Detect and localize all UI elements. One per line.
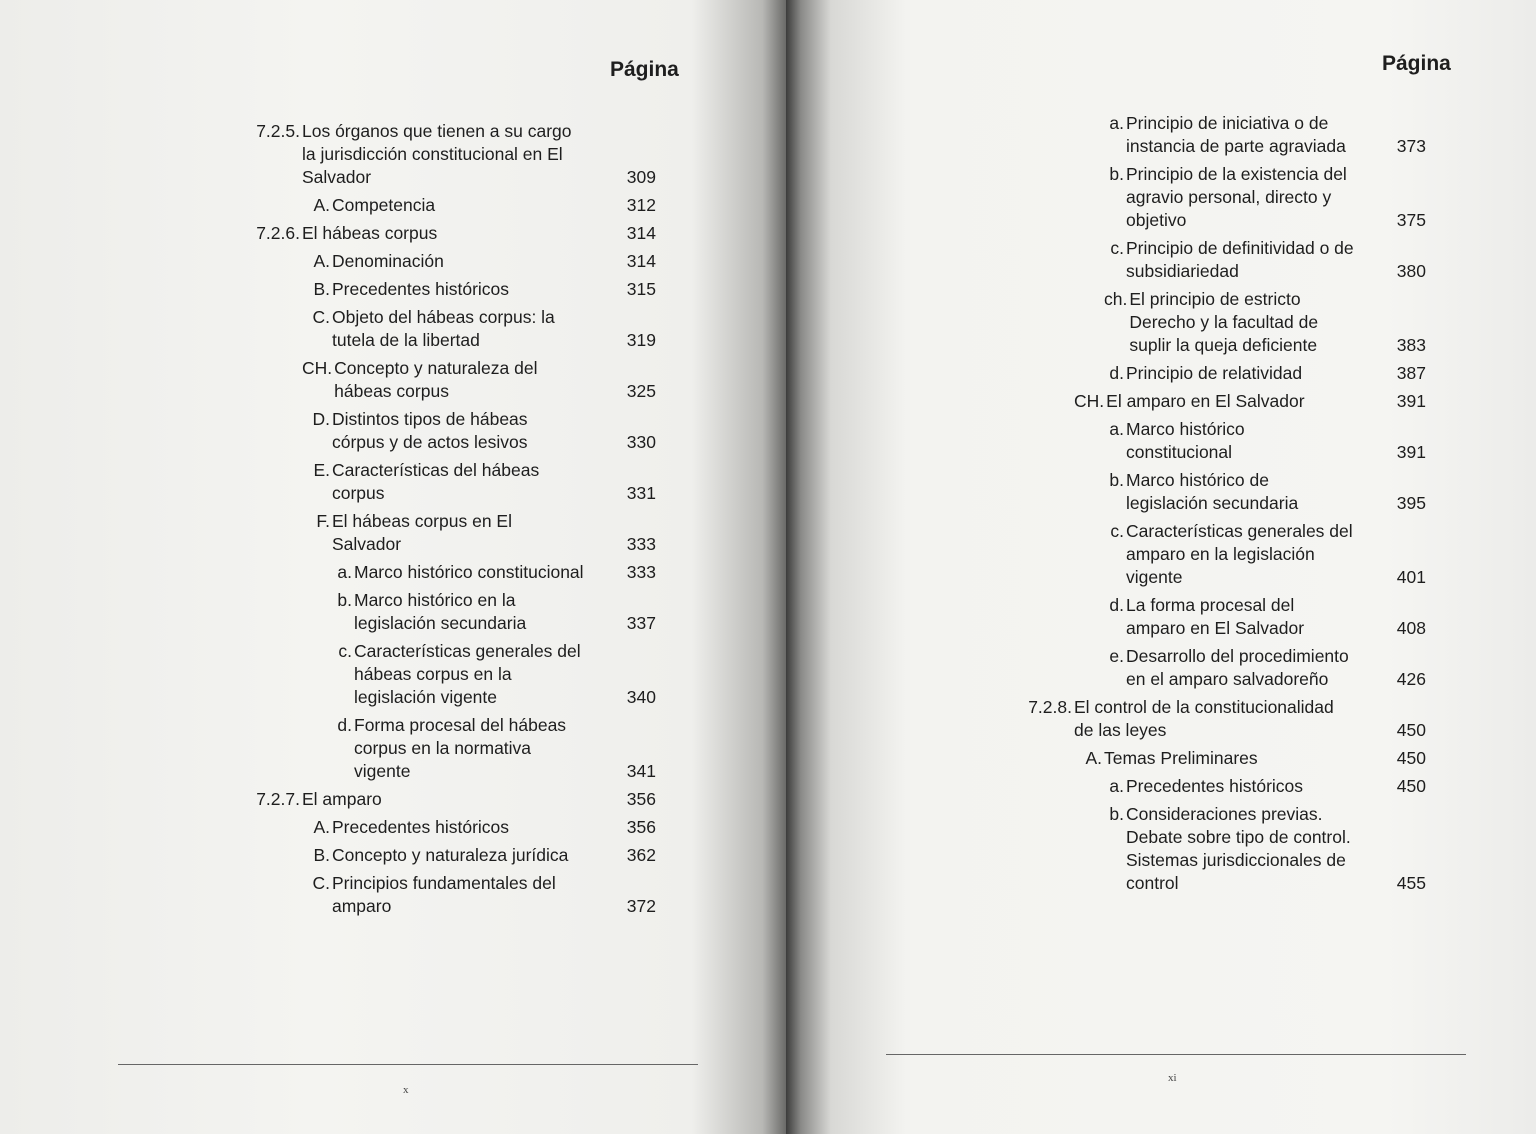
toc-entry-title: Forma procesal del hábeas corpus en la normativa vigente (354, 715, 567, 781)
toc-list-left (252, 120, 656, 923)
footer-rule (118, 1064, 698, 1065)
toc-entry-title: Características generales del amparo en la legislación vigente (1126, 521, 1353, 587)
toc-entry-title: Marco histórico en la legislación secundaria (354, 590, 527, 633)
toc-entry (252, 561, 656, 584)
toc-entry-title: Principio de iniciativa o de instancia de parte agraviada (1126, 113, 1346, 156)
toc-entry-title: Los órganos que tienen a su cargo la jurisdicción constitucional en El Salvador (302, 121, 572, 187)
toc-entry-number: a. (337, 562, 352, 582)
toc-entry-title: Competencia (332, 195, 436, 215)
toc-entry-page: 356 (626, 817, 656, 837)
toc-entry-number: D. (312, 409, 330, 429)
toc-entry-page: 450 (1396, 748, 1426, 768)
toc-entry-number: 7.2.7. (256, 789, 300, 809)
toc-entry-page: 331 (626, 483, 656, 503)
toc-entry-number: e. (1109, 646, 1124, 666)
toc-entry-title: El amparo (302, 789, 382, 809)
toc-entry-page: 391 (1396, 391, 1426, 411)
toc-entry (252, 459, 656, 505)
toc-entry-number: A. (313, 195, 330, 215)
toc-entry-page: 319 (626, 330, 656, 350)
toc-entry (1024, 418, 1426, 464)
toc-entry (252, 872, 656, 918)
toc-entry-title: Distintos tipos de hábeas córpus y de actos lesivos (332, 409, 528, 452)
toc-entry (1024, 112, 1426, 158)
toc-entry-page: 309 (626, 167, 656, 187)
toc-entry-title: Objeto del hábeas corpus: la tutela de la libertad (332, 307, 555, 350)
toc-entry-title: La forma procesal del amparo en El Salvador (1126, 595, 1305, 638)
toc-entry-page: 391 (1396, 442, 1426, 462)
toc-entry (252, 816, 656, 839)
toc-entry (252, 844, 656, 867)
page-folio: xi (1168, 1072, 1177, 1084)
toc-entry-page: 383 (1396, 335, 1426, 355)
toc-entry-page: 314 (626, 223, 656, 243)
toc-entry-number: CH. (302, 358, 333, 378)
toc-entry (1024, 520, 1426, 589)
toc-entry (252, 640, 656, 709)
toc-entry-page: 325 (626, 381, 656, 401)
toc-entry-page: 450 (1396, 720, 1426, 740)
toc-entry-title: Características del hábeas corpus (332, 460, 540, 503)
toc-entry-title: Principio de la existencia del agravio personal, directo y objetivo (1126, 164, 1347, 230)
toc-entry-title: Precedentes históricos (332, 817, 510, 837)
toc-entry-number: B. (313, 279, 330, 299)
toc-entry (1024, 469, 1426, 515)
toc-entry-page: 372 (626, 896, 656, 916)
toc-entry-number: c. (1110, 238, 1124, 258)
toc-entry-title: Marco histórico constitucional (354, 562, 584, 582)
toc-entry (252, 357, 656, 403)
toc-entry (1024, 237, 1426, 283)
toc-entry-number: d. (1109, 363, 1124, 383)
footer-rule (886, 1054, 1466, 1055)
toc-entry-title: Precedentes históricos (332, 279, 510, 299)
toc-entry-number: F. (316, 511, 330, 531)
toc-entry-page: 401 (1396, 567, 1426, 587)
toc-entry (252, 120, 656, 189)
toc-entry-page: 333 (626, 562, 656, 582)
toc-entry (1024, 362, 1426, 385)
toc-entry (252, 714, 656, 783)
toc-entry-page: 356 (626, 789, 656, 809)
toc-entry-number: C. (312, 873, 330, 893)
right-page (786, 0, 1536, 1134)
toc-entry-title: Desarrollo del procedimiento en el amparo salvadoreño (1126, 646, 1349, 689)
toc-entry-page: 315 (626, 279, 656, 299)
toc-entry-page: 375 (1396, 210, 1426, 230)
toc-entry-number: A. (1085, 748, 1102, 768)
toc-entry (252, 250, 656, 273)
toc-entry-title: El amparo en El Salvador (1106, 391, 1305, 411)
toc-entry (252, 222, 656, 245)
toc-entry (1024, 163, 1426, 232)
toc-entry (252, 306, 656, 352)
toc-entry-number: c. (338, 641, 352, 661)
toc-entry-title: El hábeas corpus en El Salvador (332, 511, 512, 554)
toc-entry-number: b. (1109, 470, 1124, 490)
toc-entry-title: Denominación (332, 251, 444, 271)
toc-entry-page: 408 (1396, 618, 1426, 638)
toc-entry-title: Temas Preliminares (1104, 748, 1258, 768)
toc-entry-number: d. (337, 715, 352, 735)
toc-entry-title: El principio de estricto Derecho y la facultad de suplir la queja deficiente (1129, 289, 1319, 355)
toc-entry-title: El hábeas corpus (302, 223, 438, 243)
toc-entry (1024, 390, 1426, 413)
toc-entry-number: a. (1109, 776, 1124, 796)
toc-entry-number: d. (1109, 595, 1124, 615)
toc-entry-page: 373 (1396, 136, 1426, 156)
toc-entry-title: El control de la constitucionalidad de las leyes (1074, 697, 1334, 740)
toc-entry-number: 7.2.5. (256, 121, 300, 141)
toc-entry-title: Marco histórico de legislación secundaria (1126, 470, 1299, 513)
toc-entry-page: 333 (626, 534, 656, 554)
toc-entry-number: A. (313, 817, 330, 837)
toc-entry-number: a. (1109, 419, 1124, 439)
toc-entry-page: 312 (626, 195, 656, 215)
toc-entry-page: 341 (626, 761, 656, 781)
toc-entry (252, 408, 656, 454)
toc-entry-number: C. (312, 307, 330, 327)
toc-entry-number: c. (1110, 521, 1124, 541)
toc-entry-page: 455 (1396, 873, 1426, 893)
toc-entry-number: a. (1109, 113, 1124, 133)
toc-entry-page: 387 (1396, 363, 1426, 383)
toc-entry (1024, 594, 1426, 640)
toc-entry-title: Concepto y naturaleza del hábeas corpus (334, 358, 538, 401)
toc-entry-number: CH. (1074, 391, 1105, 411)
toc-entry-title: Principio de definitividad o de subsidiariedad (1126, 238, 1354, 281)
toc-entry-page: 314 (626, 251, 656, 271)
toc-entry-page: 450 (1396, 776, 1426, 796)
page-column-header: Página (610, 58, 679, 81)
toc-entry (1024, 288, 1426, 357)
toc-entry-number: b. (1109, 804, 1124, 824)
toc-entry (252, 510, 656, 556)
toc-entry-number: 7.2.6. (256, 223, 300, 243)
toc-entry-number: b. (1109, 164, 1124, 184)
toc-entry-number: 7.2.8. (1028, 697, 1072, 717)
toc-entry-page: 362 (626, 845, 656, 865)
toc-entry-title: Principio de relatividad (1126, 363, 1303, 383)
toc-entry-number: E. (313, 460, 330, 480)
toc-entry-title: Consideraciones previas. Debate sobre tipo de control. Sistemas jurisdiccionales de control (1126, 804, 1351, 893)
toc-entry (1024, 747, 1426, 770)
toc-entry-title: Concepto y naturaleza jurídica (332, 845, 569, 865)
toc-list-right (1024, 112, 1426, 900)
toc-entry (252, 194, 656, 217)
toc-entry-number: ch. (1104, 289, 1128, 309)
toc-entry-page: 426 (1396, 669, 1426, 689)
toc-entry (1024, 696, 1426, 742)
toc-entry (252, 589, 656, 635)
toc-entry-page: 330 (626, 432, 656, 452)
toc-entry-page: 395 (1396, 493, 1426, 513)
toc-entry (1024, 645, 1426, 691)
toc-entry-title: Características generales del hábeas corpus en la legislación vigente (354, 641, 581, 707)
toc-entry-number: A. (313, 251, 330, 271)
toc-entry (252, 788, 656, 811)
toc-entry (1024, 775, 1426, 798)
toc-entry (252, 278, 656, 301)
toc-entry-number: B. (313, 845, 330, 865)
page-column-header: Página (1382, 52, 1451, 75)
toc-entry-page: 337 (626, 613, 656, 633)
toc-entry-page: 380 (1396, 261, 1426, 281)
page-folio: x (403, 1084, 409, 1096)
toc-entry-title: Principios fundamentales del amparo (332, 873, 556, 916)
toc-entry-title: Precedentes históricos (1126, 776, 1304, 796)
toc-entry (1024, 803, 1426, 895)
toc-entry-number: b. (337, 590, 352, 610)
toc-entry-page: 340 (626, 687, 656, 707)
toc-entry-title: Marco histórico constitucional (1126, 419, 1245, 462)
